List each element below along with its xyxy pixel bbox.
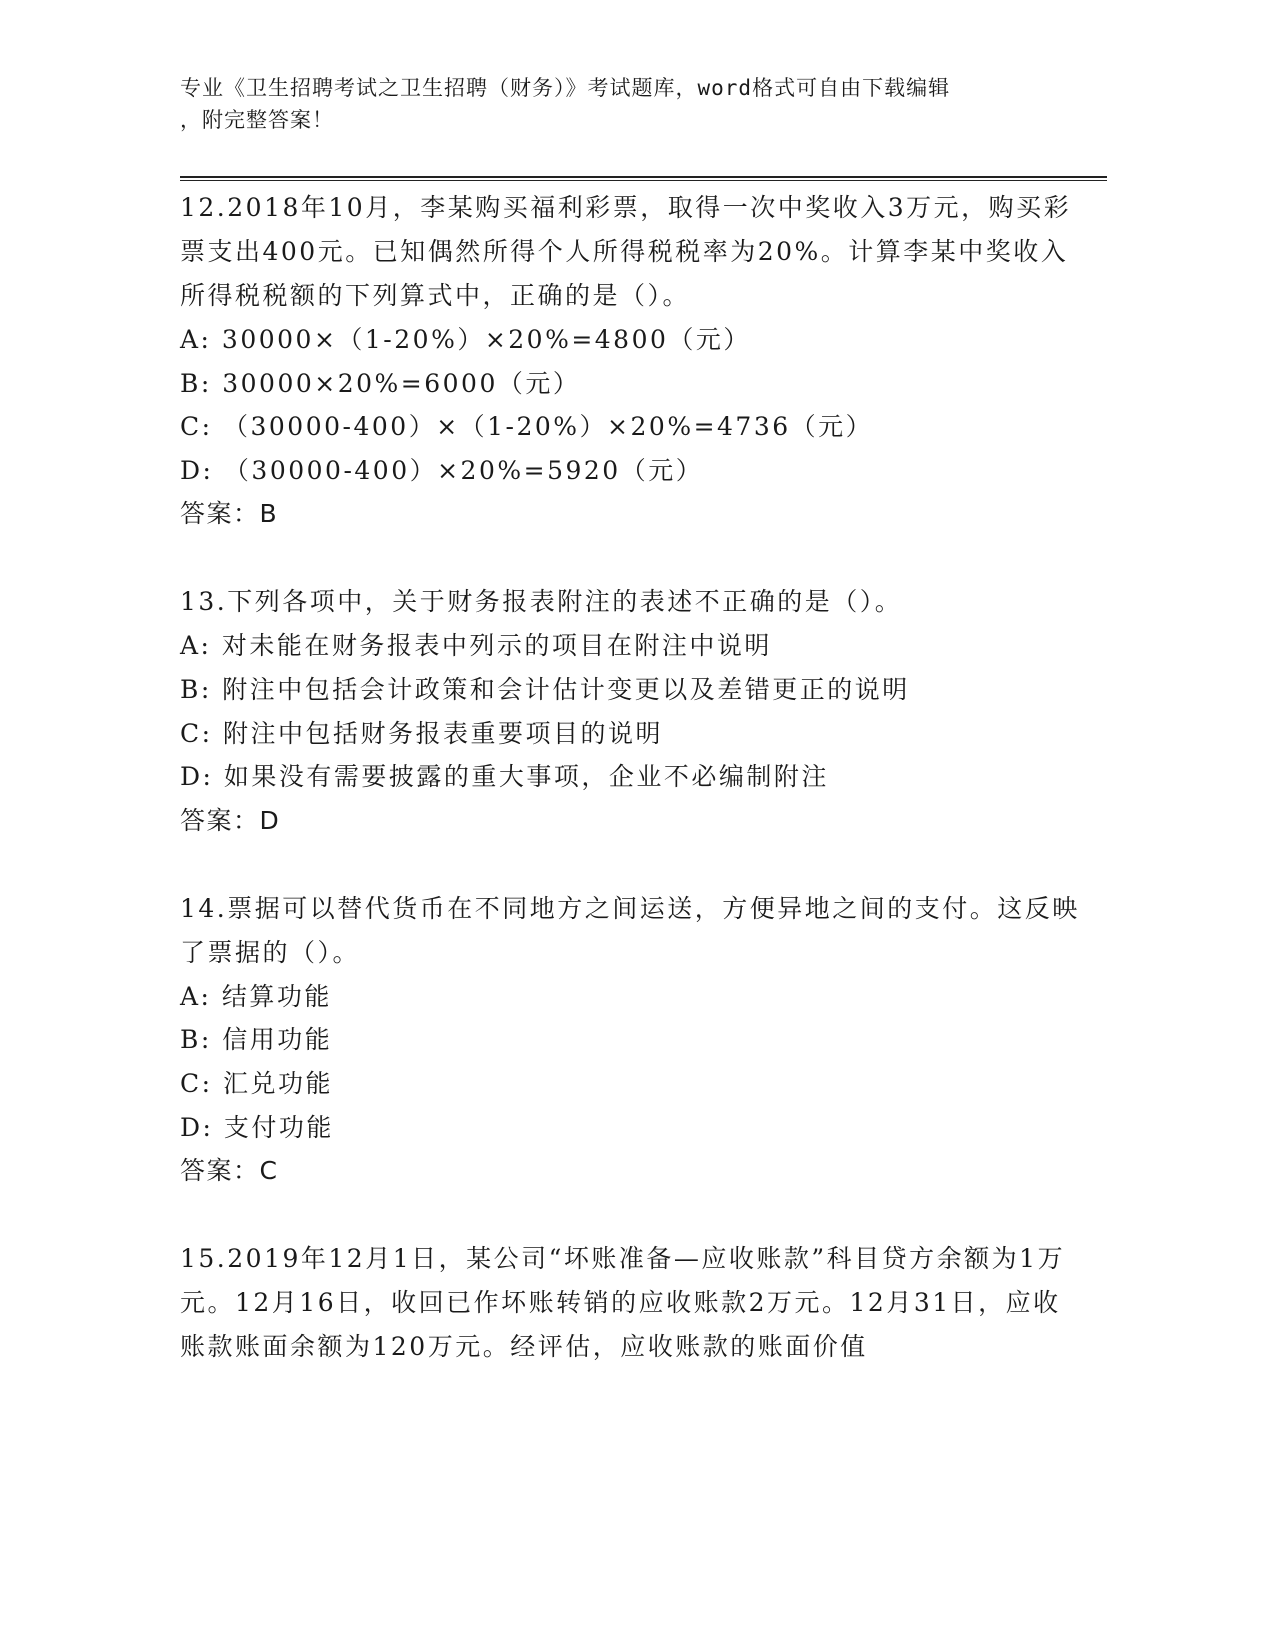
option-c: C: （30000-400）×（1-20%）×20%=4736（元）	[180, 412, 874, 442]
question-stem: 12.2018年10月，李某购买福利彩票，取得一次中奖收入3万元，购买彩票支出400元。已知偶然所得个人所得税税率为20%。计算李某中奖收入所得税税额的下列算式中，正确的是（）。	[180, 193, 1072, 310]
question-spacer	[180, 1193, 1080, 1237]
option-a: A: 结算功能	[180, 981, 332, 1011]
question-spacer	[180, 843, 1080, 887]
option-a: A: 对未能在财务报表中列示的项目在附注中说明	[180, 631, 772, 661]
answer: 答案：C	[180, 1156, 279, 1186]
option-c: C: 附注中包括财务报表重要项目的说明	[180, 718, 663, 748]
option-b: B: 信用功能	[180, 1025, 333, 1055]
question-14	[180, 887, 1080, 1193]
answer: 答案：B	[180, 499, 279, 529]
option-a: A: 30000×（1-20%）×20%=4800（元）	[180, 325, 751, 354]
header-divider	[180, 176, 1107, 181]
answer: 答案：D	[180, 805, 281, 835]
document-header	[180, 72, 1060, 136]
question-list	[180, 186, 1080, 1369]
option-d: D: 支付功能	[180, 1112, 334, 1142]
question-stem: 15.2019年12月1日，某公司“坏账准备—应收账款”科目贷方余额为1万元。12月16日，收回已作坏账转销的应收账款2万元。12月31日，应收账款账面余额为120万元。经评估，应收账款的账面价值	[180, 1244, 1066, 1362]
question-13	[180, 580, 1080, 842]
question-stem: 14.票据可以替代货币在不同地方之间运送，方便异地之间的支付。这反映了票据的（）。	[180, 893, 1080, 967]
option-c: C: 汇兑功能	[180, 1068, 333, 1098]
question-spacer	[180, 536, 1080, 580]
question-stem: 13.下列各项中，关于财务报表附注的表述不正确的是（）。	[180, 587, 903, 617]
option-b: B: 30000×20%=6000（元）	[180, 368, 581, 398]
option-d: D: （30000-400）×20%=5920（元）	[180, 455, 704, 485]
question-15	[180, 1237, 1080, 1369]
question-12	[180, 186, 1080, 536]
header-line-1: 专业《卫生招聘考试之卫生招聘（财务）》考试题库，word格式可自由下载编辑	[180, 76, 951, 100]
header-line-2: ，附完整答案！	[180, 108, 334, 132]
option-d: D: 如果没有需要披露的重大事项，企业不必编制附注	[180, 762, 829, 792]
option-b: B: 附注中包括会计政策和会计估计变更以及差错更正的说明	[180, 674, 910, 704]
